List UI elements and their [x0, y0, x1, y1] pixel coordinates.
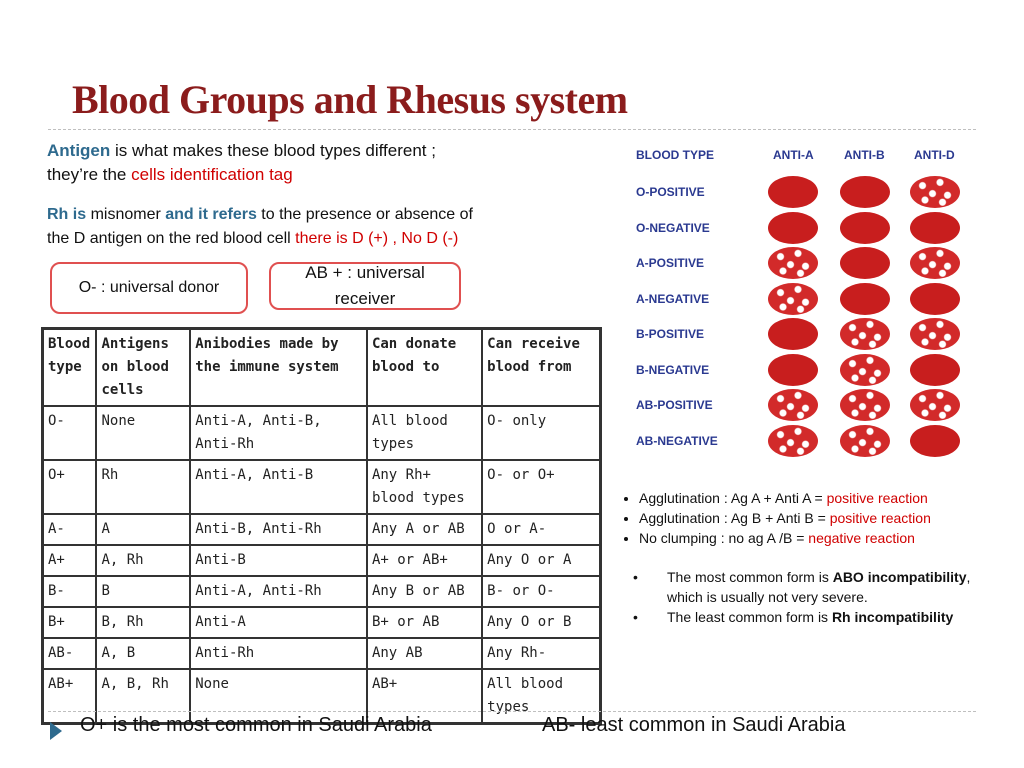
- rh-text-2: to the presence or absence of: [256, 206, 473, 223]
- chart-row-label: A-NEGATIVE: [636, 291, 710, 306]
- list-item: [633, 567, 983, 607]
- list-item: [633, 607, 983, 627]
- smooth-cell-icon: [910, 283, 960, 315]
- table-cell: A+ or AB+: [367, 545, 482, 576]
- agglutinated-cell-icon: [910, 318, 960, 350]
- smooth-cell-icon: [910, 354, 960, 386]
- antigen-text-2: they’re the: [47, 165, 132, 184]
- table-cell: A, Rh: [96, 545, 190, 576]
- table-cell: AB-: [43, 638, 97, 669]
- smooth-cell-icon: [840, 247, 890, 279]
- agglutinated-cell-icon: [840, 318, 890, 350]
- agglutination-text: Agglutination : Ag B + Anti B =: [639, 510, 830, 526]
- table-cell: O- or O+: [482, 460, 600, 514]
- smooth-cell-icon: [910, 212, 960, 244]
- table-cell: Any B or AB: [367, 576, 482, 607]
- table-cell: All blood types: [367, 406, 482, 460]
- header-cell: Anibodies made by the immune system: [190, 329, 367, 407]
- agglutinated-cell-icon: [840, 425, 890, 457]
- chart-row-label: O-NEGATIVE: [636, 220, 710, 235]
- header-cell: Can receive blood from: [482, 329, 600, 407]
- antigen-term: Antigen: [47, 141, 111, 160]
- table-cell: A+: [43, 545, 97, 576]
- abo-incompatibility: ABO incompatibility: [832, 569, 967, 585]
- table-cell: Any AB: [367, 638, 482, 669]
- agglutinated-cell-icon: [768, 247, 818, 279]
- smooth-cell-icon: [768, 354, 818, 386]
- rh-refers: and it refers: [165, 206, 257, 223]
- most-common-note: O+ is the most common in Saudi Arabia: [80, 714, 432, 736]
- table-cell: Any A or AB: [367, 514, 482, 545]
- antigen-highlight: cells identification tag: [131, 165, 293, 184]
- table-cell: B: [96, 576, 190, 607]
- bullet: •: [633, 569, 638, 585]
- table-cell: Any O or A: [482, 545, 600, 576]
- table-row: [43, 460, 601, 514]
- agglutinated-cell-icon: [768, 389, 818, 421]
- table-cell: Anti-Rh: [190, 638, 367, 669]
- incompatibility-text: , which is usually not very severe.: [667, 569, 971, 605]
- smooth-cell-icon: [840, 176, 890, 208]
- list-item: [639, 508, 997, 528]
- rh-paragraph: [47, 203, 587, 251]
- antigen-paragraph: [47, 139, 587, 187]
- table-cell: AB+: [367, 669, 482, 724]
- rh-incompatibility: Rh incompatibility: [831, 609, 954, 625]
- list-item: [639, 528, 997, 548]
- chart-header-anti-d: ANTI-D: [914, 148, 955, 162]
- header-cell: Blood type: [43, 329, 97, 407]
- reaction-result: positive reaction: [826, 490, 928, 506]
- incompatibility-text: The most common form is: [667, 569, 833, 585]
- table-cell: Any O or B: [482, 607, 600, 638]
- agglutinated-cell-icon: [910, 176, 960, 208]
- table-cell: All blood types: [482, 669, 600, 724]
- universal-receiver-box: AB + : universal receiver: [269, 262, 461, 310]
- agglutinated-cell-icon: [910, 389, 960, 421]
- smooth-cell-icon: [768, 212, 818, 244]
- smooth-cell-icon: [840, 212, 890, 244]
- smooth-cell-icon: [768, 318, 818, 350]
- table-row: [43, 406, 601, 460]
- footer-divider: [48, 711, 976, 712]
- chart-row-label: AB-NEGATIVE: [636, 433, 718, 448]
- rh-term: Rh is: [47, 206, 87, 223]
- chart-header-anti-b: ANTI-B: [844, 148, 885, 162]
- table-cell: None: [190, 669, 367, 724]
- table-cell: O or A-: [482, 514, 600, 545]
- chart-header-blood-type: BLOOD TYPE: [636, 148, 715, 162]
- bullet: •: [633, 609, 638, 625]
- header-cell: Can donate blood to: [367, 329, 482, 407]
- table-cell: A-: [43, 514, 97, 545]
- rh-text: misnomer: [86, 206, 166, 223]
- table-cell: O- only: [482, 406, 600, 460]
- table-cell: B+ or AB: [367, 607, 482, 638]
- chart-row-label: A-POSITIVE: [636, 256, 705, 270]
- smooth-cell-icon: [840, 283, 890, 315]
- table-cell: Anti-A, Anti-B: [190, 460, 367, 514]
- table-cell: Anti-A, Anti-Rh: [190, 576, 367, 607]
- title-divider: [48, 129, 976, 130]
- bullet-arrow-icon: [50, 722, 62, 740]
- table-cell: Anti-B: [190, 545, 367, 576]
- table-cell: Rh: [96, 460, 190, 514]
- reaction-result: positive reaction: [829, 510, 931, 526]
- table-cell: O+: [43, 460, 97, 514]
- blood-type-table: [41, 327, 602, 725]
- agglutination-text: No clumping : no ag A /B =: [639, 530, 809, 546]
- table-row: [43, 638, 601, 669]
- smooth-cell-icon: [910, 425, 960, 457]
- table-row: [43, 545, 601, 576]
- table-cell: A, B: [96, 638, 190, 669]
- header-cell: Antigens on blood cells: [96, 329, 190, 407]
- chart-row-label: O-POSITIVE: [636, 185, 705, 199]
- table-cell: A: [96, 514, 190, 545]
- table-row: [43, 514, 601, 545]
- table-row: [43, 576, 601, 607]
- table-cell: B-: [43, 576, 97, 607]
- agglutination-text: Agglutination : Ag A + Anti A =: [639, 490, 827, 506]
- chart-row-label: B-NEGATIVE: [636, 362, 710, 377]
- table-row: [43, 607, 601, 638]
- table-cell: O-: [43, 406, 97, 460]
- table-cell: AB+: [43, 669, 97, 724]
- table-cell: B+: [43, 607, 97, 638]
- agglutinated-cell-icon: [840, 354, 890, 386]
- table-cell: Anti-B, Anti-Rh: [190, 514, 367, 545]
- incompatibility-list: [633, 567, 983, 627]
- table-cell: Anti-A: [190, 607, 367, 638]
- chart-header-anti-a: ANTI-A: [773, 148, 814, 162]
- table-cell: B- or O-: [482, 576, 600, 607]
- table-cell: Any Rh+ blood types: [367, 460, 482, 514]
- rh-text-3: the D antigen on the red blood cell: [47, 230, 296, 247]
- table-cell: Any Rh-: [482, 638, 600, 669]
- table-cell: Anti-A, Anti-B, Anti-Rh: [190, 406, 367, 460]
- incompatibility-text: The least common form is: [667, 609, 832, 625]
- list-item: [639, 488, 997, 508]
- table-cell: A, B, Rh: [96, 669, 190, 724]
- page-title: Blood Groups and Rhesus system: [72, 77, 628, 122]
- blood-type-agglutination-chart: [630, 140, 990, 460]
- agglutinated-cell-icon: [768, 283, 818, 315]
- least-common-note: AB- least common in Saudi Arabia: [542, 714, 846, 736]
- smooth-cell-icon: [768, 176, 818, 208]
- chart-row-label: B-POSITIVE: [636, 327, 705, 341]
- table-cell: None: [96, 406, 190, 460]
- antigen-text: is what makes these blood types different ;: [110, 141, 436, 160]
- agglutination-list: [617, 488, 997, 548]
- chart-row-label: AB-POSITIVE: [636, 398, 713, 412]
- rh-highlight: there is D (+) , No D (-): [295, 230, 459, 247]
- table-cell: B, Rh: [96, 607, 190, 638]
- agglutinated-cell-icon: [840, 389, 890, 421]
- agglutinated-cell-icon: [910, 247, 960, 279]
- agglutinated-cell-icon: [768, 425, 818, 457]
- table-header-row: [43, 329, 601, 407]
- universal-donor-box: O- : universal donor: [50, 262, 248, 314]
- reaction-result: negative reaction: [808, 530, 915, 546]
